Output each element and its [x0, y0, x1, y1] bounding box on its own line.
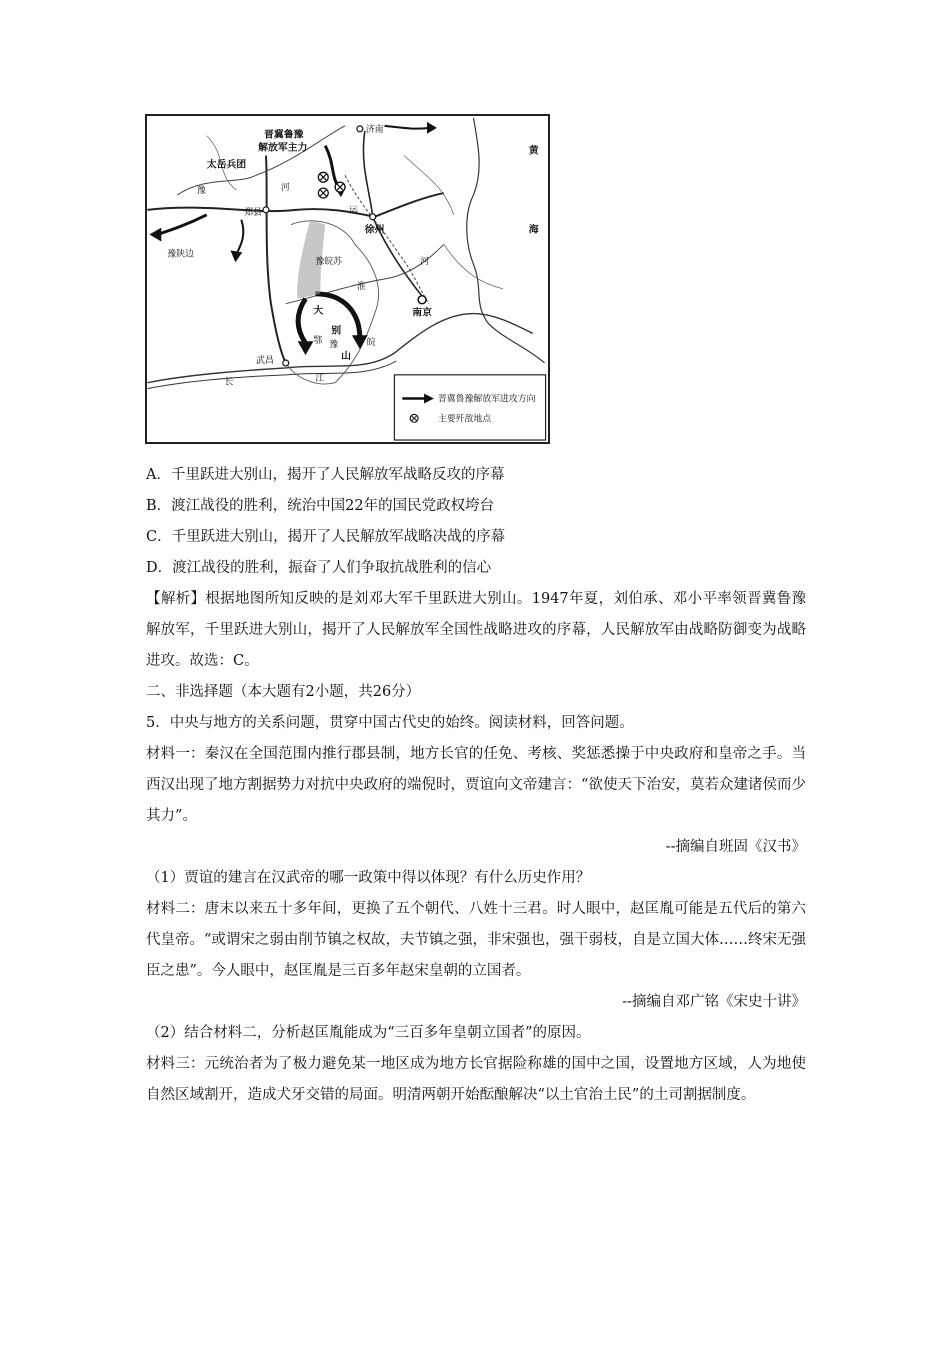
- city-xuzhou-icon: [370, 214, 376, 220]
- option-d: D．渡江战役的胜利，振奋了人们争取抗战胜利的信心: [146, 560, 492, 576]
- label-nanjing: 南京: [412, 307, 432, 319]
- material-2: 材料二：唐末以来五十多年间，更换了五个朝代、八姓十三君。时人眼中，赵匡胤可能是五代后的第六代皇帝。“或谓宋之弱由削节镇之权故，夫节镇之强，非宋强也，强干弱枝，自是立国大体……终宋无强臣之患”。今人眼中，赵匡胤是三百多年赵宋皇朝的立国者。: [146, 901, 806, 979]
- city-zhengxian-icon: [263, 207, 269, 213]
- option-b: B．渡江战役的胜利，统治中国22年的国民党政权垮台: [146, 498, 495, 514]
- label-yushan: 豫陕边: [167, 249, 194, 260]
- label-shan: 山: [341, 351, 351, 363]
- label-wuchang: 武昌: [256, 355, 274, 366]
- attack-arrow-main: [298, 299, 305, 343]
- label-wan: 皖: [366, 338, 376, 349]
- map-svg: [147, 116, 548, 442]
- source-2: --摘编自邓广铭《宋史十讲》: [622, 994, 806, 1010]
- city-wuchang-icon: [283, 360, 289, 366]
- attack-arrow-west: [157, 215, 206, 235]
- label-yellow-sea-2: 海: [528, 224, 539, 236]
- historical-map: [145, 114, 550, 444]
- city-jinan-icon: [357, 126, 363, 132]
- attack-arrow-northeast: [385, 126, 429, 129]
- railway-east-west: [147, 193, 443, 217]
- label-da: 大: [313, 305, 324, 317]
- yangtze-river: [147, 314, 532, 383]
- material-3: 材料三：元统治者为了极力避免某一地区成为地方长官据险称雄的国中之国，设置地方区域，人为地使自然区域割开，造成犬牙交错的局面。明清两朝开始酝酿解决“以土官治土民”的土司割据制度。: [146, 1056, 806, 1103]
- label-yu2: 豫: [329, 340, 339, 351]
- map-legend: [394, 375, 545, 440]
- city-nanjing-icon: [418, 296, 426, 304]
- legend-battle-label: 主要歼敌地点: [437, 414, 492, 425]
- question-content: [146, 460, 806, 1111]
- sub-question-2: （2）结合材料二，分析赵匡胤能成为“三百多年皇朝立国者”的原因。: [146, 1025, 591, 1041]
- legend-arrow-label: 晋冀鲁豫解放军进攻方向: [437, 394, 536, 405]
- analysis-text: 【解析】根据地图所知反映的是刘邓大军千里跃进大别山。1947年夏，刘伯承、邓小平率领晋冀鲁豫解放军，千里跃进大别山，揭开了人民解放军全国性战略进攻的序幕，人民解放军由战略防御变为战略进攻。故选：C。: [146, 591, 806, 669]
- label-zhengxian: 郑县: [244, 207, 263, 218]
- label-yuwansu: 豫皖苏: [315, 257, 343, 268]
- yellow-river: [177, 126, 345, 195]
- label-jiang: 江: [315, 373, 325, 384]
- material-1: 材料一：秦汉在全国范围内推行郡县制，地方长官的任免、考核、奖惩悉操于中央政府和皇帝之手。当西汉出现了地方割据势力对抗中央政府的端倪时，贾谊向文帝建言：“欲使天下治安，莫若众建诸侯而少其力”。: [146, 746, 806, 824]
- question-5: 5．中央与地方的关系问题，贯穿中国古代史的始终。阅读材料，回答问题。: [146, 715, 634, 731]
- label-xuzhou: 徐州: [364, 224, 385, 236]
- label-e: 鄂: [313, 336, 323, 347]
- label-taiyue: 太岳兵团: [206, 159, 247, 171]
- sub-question-1: （1）贾谊的建言在汉武帝的哪一政策中得以体现？有什么历史作用？: [146, 870, 591, 886]
- source-1: --摘编自班固《汉书》: [665, 839, 806, 855]
- label-chang: 长: [224, 377, 234, 388]
- option-a: A．千里跃进大别山，揭开了人民解放军战略反攻的序幕: [146, 467, 505, 483]
- region-border: [286, 221, 379, 384]
- label-huai: 淮: [356, 281, 366, 292]
- label-yellow-sea-1: 黄: [528, 145, 539, 157]
- label-army-main: 晋冀鲁豫: [264, 129, 304, 141]
- label-he: 河: [280, 183, 290, 194]
- label-bie: 别: [331, 325, 342, 337]
- label-army-main2: 解放军主力: [258, 142, 308, 154]
- section-heading: 二、非选择题（本大题有2小题，共26分）: [146, 684, 421, 700]
- option-c: C．千里跃进大别山，揭开了人民解放军战略决战的序幕: [146, 529, 506, 545]
- label-jinan: 济南: [365, 124, 384, 135]
- label-he2: 河: [420, 257, 429, 268]
- label-yu: 豫: [196, 186, 206, 197]
- label-yun: 运: [348, 205, 358, 216]
